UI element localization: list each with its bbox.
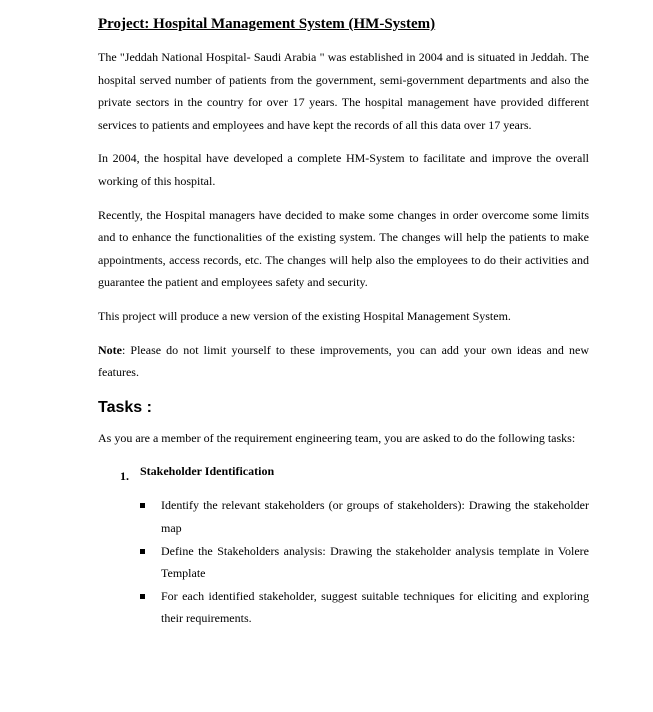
- document-page: [98, 14, 589, 630]
- tasks-intro: As you are a member of the requirement engineering team, you are asked to do the following tasks:: [98, 430, 576, 445]
- task-bullet-text: Identify the relevant stakeholders (or groups of stakeholders): Drawing the stakeholder map: [161, 498, 589, 535]
- task-item-stakeholder-identification: [98, 460, 589, 630]
- task-bullet-text: Define the Stakeholders analysis: Drawing the stakeholder analysis template in Volere Template: [161, 543, 589, 581]
- task-bullet-item: [140, 540, 589, 585]
- task-bullet-item: [140, 494, 589, 539]
- note-paragraph: [98, 339, 589, 384]
- square-bullet-icon: [140, 503, 145, 508]
- task-bullet-text: For each identified stakeholder, suggest suitable techniques for eliciting and exploring their requirements.: [161, 588, 589, 626]
- paragraph-recent-changes: Recently, the Hospital managers have decided to make some changes in order overcome some limits and to enhance the functionalities of the existing system. The changes will help the patients to make appointments, access records, etc. The changes will help also the employees to do their activities and guarantee the patient and employees safety and security.: [98, 207, 589, 290]
- task-number: 1.: [120, 469, 129, 484]
- paragraph-project-goal: This project will produce a new version of the existing Hospital Management System.: [98, 308, 511, 323]
- square-bullet-icon: [140, 549, 145, 554]
- note-label: Note: [98, 342, 122, 357]
- square-bullet-icon: [140, 594, 145, 599]
- note-text: : Please do not limit yourself to these improvements, you can add your own ideas and new features.: [98, 342, 589, 380]
- tasks-list: [98, 460, 589, 630]
- task-title: Stakeholder Identification: [140, 464, 275, 479]
- task-bullet-list: [140, 494, 589, 630]
- tasks-heading: Tasks :: [98, 398, 152, 416]
- document-title: Project: Hospital Management System (HM-System): [98, 16, 436, 32]
- paragraph-hospital-background: The "Jeddah National Hospital- Saudi Arabia " was established in 2004 and is situated in Jeddah. The hospital served number of patients from the government, semi-government departments and also the private sectors in the country for over 17 years. The hospital management have provided different services to patients and employees and have kept the records of all this data over 17 years.: [98, 50, 589, 132]
- task-bullet-item: [140, 585, 589, 630]
- paragraph-hm-system-2004: In 2004, the hospital have developed a complete HM-System to facilitate and improve the overall working of this hospital.: [98, 151, 589, 188]
